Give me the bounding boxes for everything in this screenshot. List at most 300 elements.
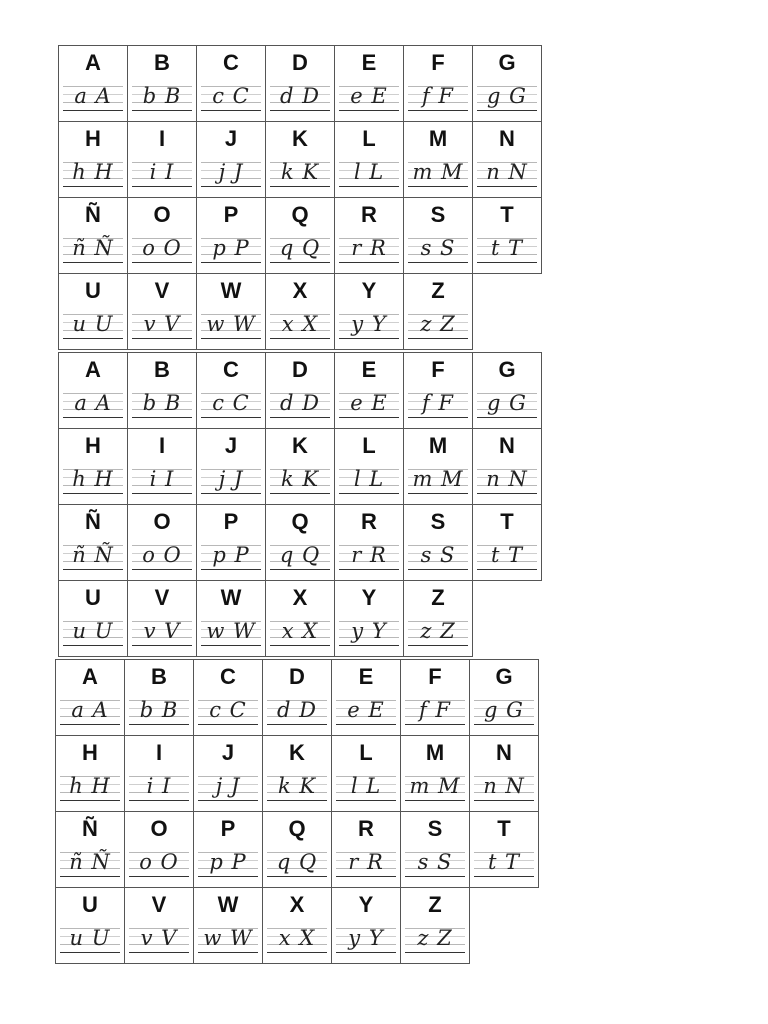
letter-card xyxy=(266,505,335,581)
print-letter: L xyxy=(362,433,376,458)
print-letter: W xyxy=(220,278,242,303)
cursive-letter-pair: r R xyxy=(351,236,387,260)
handwriting-guide-line xyxy=(132,262,192,263)
cursive-letter-pair: r R xyxy=(351,543,387,567)
print-letter: B xyxy=(154,357,170,382)
letter-card xyxy=(194,812,263,888)
handwriting-guide-line xyxy=(270,186,330,187)
print-letter: A xyxy=(82,664,98,689)
handwriting-guide-line xyxy=(270,417,330,418)
print-letter: X xyxy=(292,585,308,610)
cursive-letter-pair: s S xyxy=(417,850,453,874)
handwriting-guide-line xyxy=(132,645,192,646)
handwriting-guide-line xyxy=(132,569,192,570)
letter-card xyxy=(125,888,194,964)
print-letter: Ñ xyxy=(82,816,98,841)
letter-card xyxy=(470,812,539,888)
print-letter: M xyxy=(425,740,445,765)
print-letter: A xyxy=(85,357,101,382)
handwriting-guide-line xyxy=(201,262,261,263)
cursive-letter-pair: c C xyxy=(212,84,250,108)
handwriting-guide-line xyxy=(63,569,123,570)
print-letter: M xyxy=(428,126,448,151)
cursive-letter-pair: q Q xyxy=(279,236,321,260)
letter-card xyxy=(128,46,197,122)
cursive-letter-pair: e E xyxy=(347,698,385,722)
print-letter: J xyxy=(224,126,238,151)
handwriting-guide-line xyxy=(129,800,189,801)
print-letter: G xyxy=(498,50,516,75)
handwriting-guide-line xyxy=(339,417,399,418)
print-letter: I xyxy=(155,740,163,765)
handwriting-guide-line xyxy=(198,800,258,801)
print-letter: S xyxy=(427,816,443,841)
handwriting-guide-line xyxy=(477,493,537,494)
handwriting-guide-line xyxy=(336,952,396,953)
handwriting-guide-line xyxy=(270,493,330,494)
print-letter: I xyxy=(158,126,166,151)
cursive-letter-pair: f F xyxy=(421,84,455,108)
print-letter: S xyxy=(430,202,446,227)
letter-card xyxy=(197,198,266,274)
print-letter: W xyxy=(217,892,239,917)
handwriting-guide-line xyxy=(474,876,534,877)
letter-card xyxy=(335,274,404,350)
cursive-letter-pair: p P xyxy=(212,543,250,567)
letter-card xyxy=(59,505,128,581)
handwriting-guide-line xyxy=(63,493,123,494)
letter-card xyxy=(401,736,470,812)
handwriting-guide-line xyxy=(267,876,327,877)
letter-card xyxy=(401,888,470,964)
letter-card xyxy=(335,198,404,274)
print-letter: Z xyxy=(428,892,442,917)
print-letter: H xyxy=(85,126,101,151)
cursive-letter-pair: d D xyxy=(280,391,320,415)
letter-card xyxy=(404,353,473,429)
handwriting-guide-line xyxy=(60,876,120,877)
handwriting-guide-line xyxy=(405,724,465,725)
cursive-letter-pair: a A xyxy=(74,391,112,415)
letter-card xyxy=(59,274,128,350)
handwriting-guide-line xyxy=(408,338,468,339)
print-letter: B xyxy=(151,664,167,689)
letter-card xyxy=(125,812,194,888)
handwriting-guide-line xyxy=(339,493,399,494)
cursive-letter-pair: ñ Ñ xyxy=(69,850,111,874)
cursive-letter-pair: q Q xyxy=(276,850,318,874)
handwriting-guide-line xyxy=(132,417,192,418)
print-letter: P xyxy=(223,202,239,227)
cursive-letter-pair: i I xyxy=(149,467,175,491)
letter-card xyxy=(194,736,263,812)
letter-card xyxy=(56,660,125,736)
cursive-letter-pair: l L xyxy=(353,160,385,184)
handwriting-guide-line xyxy=(201,417,261,418)
print-letter: L xyxy=(359,740,373,765)
letter-card xyxy=(59,353,128,429)
handwriting-guide-line xyxy=(63,338,123,339)
handwriting-guide-line xyxy=(129,724,189,725)
handwriting-guide-line xyxy=(270,645,330,646)
print-letter: D xyxy=(292,50,308,75)
letter-card xyxy=(266,122,335,198)
letter-card xyxy=(263,660,332,736)
cursive-letter-pair: z Z xyxy=(417,926,453,950)
handwriting-guide-line xyxy=(60,952,120,953)
print-letter: C xyxy=(220,664,236,689)
letter-card xyxy=(56,888,125,964)
letter-card xyxy=(266,274,335,350)
print-letter: N xyxy=(496,740,512,765)
cursive-letter-pair: m M xyxy=(412,467,464,491)
cursive-letter-pair: j J xyxy=(218,467,244,491)
cursive-letter-pair: u U xyxy=(69,926,111,950)
handwriting-guide-line xyxy=(408,186,468,187)
cursive-letter-pair: k K xyxy=(280,160,320,184)
cursive-letter-pair: b B xyxy=(142,84,182,108)
print-letter: N xyxy=(499,126,515,151)
handwriting-guide-line xyxy=(201,186,261,187)
handwriting-guide-line xyxy=(132,338,192,339)
handwriting-guide-line xyxy=(270,338,330,339)
handwriting-guide-line xyxy=(270,110,330,111)
print-letter: V xyxy=(154,278,170,303)
handwriting-guide-line xyxy=(132,186,192,187)
cursive-letter-pair: p P xyxy=(209,850,247,874)
letter-card xyxy=(332,888,401,964)
handwriting-guide-line xyxy=(336,724,396,725)
print-letter: E xyxy=(361,357,377,382)
print-letter: D xyxy=(289,664,305,689)
letter-card xyxy=(473,429,542,505)
cursive-letter-pair: o O xyxy=(142,543,182,567)
cursive-letter-pair: ñ Ñ xyxy=(72,236,114,260)
print-letter: I xyxy=(158,433,166,458)
cursive-letter-pair: t T xyxy=(490,236,524,260)
handwriting-guide-line xyxy=(201,569,261,570)
handwriting-guide-line xyxy=(477,110,537,111)
cursive-letter-pair: e E xyxy=(350,391,388,415)
letter-card xyxy=(470,660,539,736)
print-letter: O xyxy=(150,816,168,841)
letter-card xyxy=(332,812,401,888)
handwriting-guide-line xyxy=(336,876,396,877)
print-letter: L xyxy=(362,126,376,151)
cursive-letter-pair: w W xyxy=(206,312,256,336)
cursive-letter-pair: c C xyxy=(209,698,247,722)
print-letter: U xyxy=(85,278,101,303)
print-letter: P xyxy=(223,509,239,534)
handwriting-guide-line xyxy=(405,876,465,877)
print-letter: G xyxy=(498,357,516,382)
print-letter: Q xyxy=(288,816,306,841)
letter-card xyxy=(335,46,404,122)
cursive-letter-pair: a A xyxy=(74,84,112,108)
letter-card xyxy=(59,581,128,657)
cursive-letter-pair: u U xyxy=(72,312,114,336)
letter-card xyxy=(401,660,470,736)
cursive-letter-pair: i I xyxy=(149,160,175,184)
handwriting-guide-line xyxy=(63,110,123,111)
cursive-letter-pair: n N xyxy=(483,774,525,798)
handwriting-guide-line xyxy=(63,262,123,263)
print-letter: O xyxy=(153,509,171,534)
print-letter: R xyxy=(361,509,377,534)
cursive-letter-pair: c C xyxy=(212,391,250,415)
letter-card xyxy=(263,888,332,964)
cursive-letter-pair: v V xyxy=(143,619,181,643)
letter-card xyxy=(473,46,542,122)
print-letter: K xyxy=(292,433,308,458)
letter-card xyxy=(335,429,404,505)
handwriting-guide-line xyxy=(339,186,399,187)
handwriting-guide-line xyxy=(477,569,537,570)
letter-card xyxy=(473,353,542,429)
handwriting-guide-line xyxy=(339,262,399,263)
handwriting-guide-line xyxy=(201,493,261,494)
letter-card xyxy=(404,46,473,122)
letter-card xyxy=(125,660,194,736)
cursive-letter-pair: l L xyxy=(350,774,382,798)
print-letter: J xyxy=(221,740,235,765)
letter-card xyxy=(197,581,266,657)
print-letter: C xyxy=(223,50,239,75)
handwriting-guide-line xyxy=(129,876,189,877)
letter-card xyxy=(335,353,404,429)
handwriting-guide-line xyxy=(129,952,189,953)
cursive-letter-pair: v V xyxy=(143,312,181,336)
cursive-letter-pair: j J xyxy=(215,774,241,798)
cursive-letter-pair: m M xyxy=(409,774,461,798)
handwriting-guide-line xyxy=(339,569,399,570)
cursive-letter-pair: f F xyxy=(421,391,455,415)
handwriting-guide-line xyxy=(408,262,468,263)
cursive-letter-pair: y Y xyxy=(351,619,387,643)
print-letter: Y xyxy=(361,585,377,610)
letter-card xyxy=(266,581,335,657)
cursive-letter-pair: h H xyxy=(72,467,114,491)
print-letter: U xyxy=(82,892,98,917)
letter-card xyxy=(404,198,473,274)
print-letter: G xyxy=(495,664,513,689)
handwriting-guide-line xyxy=(270,262,330,263)
letter-card xyxy=(197,46,266,122)
print-letter: W xyxy=(220,585,242,610)
handwriting-guide-line xyxy=(132,110,192,111)
letter-card xyxy=(197,429,266,505)
letter-card xyxy=(404,274,473,350)
handwriting-guide-line xyxy=(63,417,123,418)
handwriting-guide-line xyxy=(405,800,465,801)
print-letter: T xyxy=(500,509,514,534)
handwriting-guide-line xyxy=(63,645,123,646)
cursive-letter-pair: h H xyxy=(69,774,111,798)
cursive-letter-pair: w W xyxy=(206,619,256,643)
cursive-letter-pair: g G xyxy=(484,698,524,722)
print-letter: P xyxy=(220,816,236,841)
letter-card xyxy=(128,122,197,198)
print-letter: Y xyxy=(361,278,377,303)
letter-card xyxy=(128,429,197,505)
cursive-letter-pair: x X xyxy=(278,926,316,950)
letter-card xyxy=(263,812,332,888)
handwriting-guide-line xyxy=(267,800,327,801)
print-letter: R xyxy=(358,816,374,841)
handwriting-guide-line xyxy=(339,110,399,111)
handwriting-guide-line xyxy=(267,724,327,725)
letter-card xyxy=(266,353,335,429)
cursive-letter-pair: z Z xyxy=(420,312,456,336)
letter-card xyxy=(470,736,539,812)
cursive-letter-pair: i I xyxy=(146,774,172,798)
handwriting-guide-line xyxy=(198,724,258,725)
cursive-letter-pair: m M xyxy=(412,160,464,184)
handwriting-guide-line xyxy=(408,645,468,646)
cursive-letter-pair: v V xyxy=(140,926,178,950)
cursive-letter-pair: e E xyxy=(350,84,388,108)
cursive-letter-pair: y Y xyxy=(348,926,384,950)
print-letter: H xyxy=(82,740,98,765)
cursive-letter-pair: ñ Ñ xyxy=(72,543,114,567)
print-letter: R xyxy=(361,202,377,227)
letter-card xyxy=(335,505,404,581)
letter-card xyxy=(56,812,125,888)
print-letter: E xyxy=(358,664,374,689)
letter-card xyxy=(404,122,473,198)
cursive-letter-pair: f F xyxy=(418,698,452,722)
empty-cell xyxy=(473,581,542,657)
cursive-letter-pair: d D xyxy=(277,698,317,722)
print-letter: A xyxy=(85,50,101,75)
letter-card xyxy=(59,46,128,122)
print-letter: J xyxy=(224,433,238,458)
letter-card xyxy=(128,581,197,657)
letter-card xyxy=(266,198,335,274)
print-letter: H xyxy=(85,433,101,458)
cursive-letter-pair: s S xyxy=(420,236,456,260)
letter-card xyxy=(404,429,473,505)
letter-card xyxy=(473,505,542,581)
print-letter: X xyxy=(292,278,308,303)
print-letter: Y xyxy=(358,892,374,917)
letter-card xyxy=(59,198,128,274)
letter-card xyxy=(473,198,542,274)
cursive-letter-pair: l L xyxy=(353,467,385,491)
cursive-letter-pair: b B xyxy=(139,698,179,722)
cursive-letter-pair: x X xyxy=(281,312,319,336)
print-letter: Z xyxy=(431,278,445,303)
letter-card xyxy=(404,581,473,657)
letter-card xyxy=(266,429,335,505)
letter-card xyxy=(335,581,404,657)
handwriting-guide-line xyxy=(132,493,192,494)
letter-card xyxy=(197,274,266,350)
cursive-letter-pair: p P xyxy=(212,236,250,260)
cursive-letter-pair: k K xyxy=(280,467,320,491)
handwriting-guide-line xyxy=(477,186,537,187)
print-letter: X xyxy=(289,892,305,917)
cursive-letter-pair: t T xyxy=(490,543,524,567)
letter-card xyxy=(128,198,197,274)
handwriting-guide-line xyxy=(477,262,537,263)
letter-card xyxy=(194,660,263,736)
print-letter: Ñ xyxy=(85,509,101,534)
letter-card xyxy=(56,736,125,812)
print-letter: Q xyxy=(291,202,309,227)
print-letter: K xyxy=(289,740,305,765)
cursive-letter-pair: n N xyxy=(486,467,528,491)
cursive-letter-pair: r R xyxy=(348,850,384,874)
handwriting-guide-line xyxy=(339,645,399,646)
print-letter: O xyxy=(153,202,171,227)
handwriting-guide-line xyxy=(201,110,261,111)
print-letter: U xyxy=(85,585,101,610)
print-letter: Ñ xyxy=(85,202,101,227)
handwriting-guide-line xyxy=(474,724,534,725)
print-letter: Z xyxy=(431,585,445,610)
letter-card xyxy=(194,888,263,964)
empty-cell xyxy=(473,274,542,350)
letter-card xyxy=(197,122,266,198)
cursive-letter-pair: q Q xyxy=(279,543,321,567)
cursive-letter-pair: s S xyxy=(420,543,456,567)
print-letter: E xyxy=(361,50,377,75)
print-letter: N xyxy=(499,433,515,458)
letter-card xyxy=(266,46,335,122)
handwriting-guide-line xyxy=(339,338,399,339)
cursive-letter-pair: u U xyxy=(72,619,114,643)
letter-card xyxy=(125,736,194,812)
handwriting-guide-line xyxy=(474,800,534,801)
letter-card xyxy=(332,660,401,736)
cursive-letter-pair: d D xyxy=(280,84,320,108)
handwriting-guide-line xyxy=(201,645,261,646)
handwriting-guide-line xyxy=(270,569,330,570)
handwriting-guide-line xyxy=(60,724,120,725)
handwriting-guide-line xyxy=(408,110,468,111)
cursive-letter-pair: x X xyxy=(281,619,319,643)
handwriting-guide-line xyxy=(408,569,468,570)
print-letter: S xyxy=(430,509,446,534)
handwriting-guide-line xyxy=(477,417,537,418)
letter-card xyxy=(332,736,401,812)
cursive-letter-pair: z Z xyxy=(420,619,456,643)
cursive-letter-pair: b B xyxy=(142,391,182,415)
handwriting-guide-line xyxy=(201,338,261,339)
print-letter: Q xyxy=(291,509,309,534)
cursive-letter-pair: o O xyxy=(139,850,179,874)
cursive-letter-pair: k K xyxy=(277,774,317,798)
cursive-letter-pair: a A xyxy=(71,698,109,722)
letter-card xyxy=(128,505,197,581)
cursive-letter-pair: w W xyxy=(203,926,253,950)
handwriting-guide-line xyxy=(198,876,258,877)
cursive-letter-pair: o O xyxy=(142,236,182,260)
handwriting-guide-line xyxy=(267,952,327,953)
letter-card xyxy=(263,736,332,812)
print-letter: D xyxy=(292,357,308,382)
cursive-letter-pair: j J xyxy=(218,160,244,184)
cursive-letter-pair: n N xyxy=(486,160,528,184)
cursive-letter-pair: t T xyxy=(487,850,521,874)
alphabet-sheet-3 xyxy=(55,659,539,964)
print-letter: T xyxy=(500,202,514,227)
letter-card xyxy=(401,812,470,888)
handwriting-guide-line xyxy=(336,800,396,801)
letter-card xyxy=(59,429,128,505)
print-letter: F xyxy=(428,664,442,689)
